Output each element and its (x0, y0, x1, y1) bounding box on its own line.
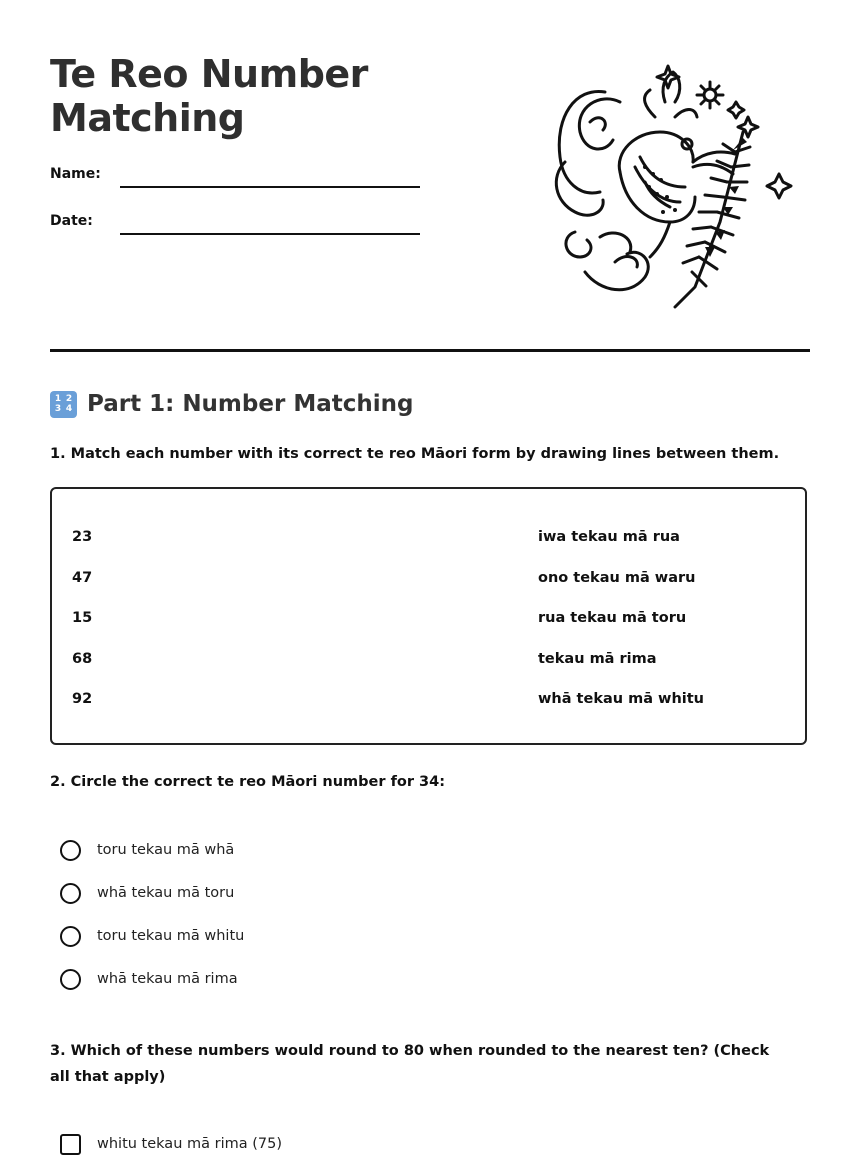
match-word[interactable]: iwa tekau mā rua (538, 529, 680, 545)
q2-option-label: whā tekau mā toru (97, 885, 235, 901)
page-title: Te Reo Number Matching (50, 52, 368, 140)
q3-option[interactable] (60, 1131, 282, 1157)
match-word[interactable]: rua tekau mā toru (538, 610, 687, 626)
bird-and-fern-icon (545, 62, 795, 317)
match-number[interactable]: 23 (72, 529, 93, 545)
name-label: Name: (50, 166, 101, 182)
checkbox[interactable] (60, 1134, 81, 1155)
date-label: Date: (50, 213, 93, 229)
date-field[interactable] (120, 233, 420, 235)
q2-option[interactable] (60, 880, 234, 906)
q2-option[interactable] (60, 923, 244, 949)
match-number[interactable]: 68 (72, 651, 93, 667)
q2-option[interactable] (60, 837, 234, 863)
match-word[interactable]: tekau mā rima (538, 651, 657, 667)
q2-option-label: toru tekau mā whitu (97, 928, 245, 944)
radio-button[interactable] (60, 969, 81, 990)
q2-option-label: toru tekau mā whā (97, 842, 235, 858)
radio-button[interactable] (60, 883, 81, 904)
question-3-text: 3. Which of these numbers would round to 80 when rounded to the nearest ten? (Check all that apply) (50, 1043, 770, 1085)
q2-option-label: whā tekau mā rima (97, 971, 238, 987)
q2-option[interactable] (60, 966, 238, 992)
radio-button[interactable] (60, 840, 81, 861)
match-number[interactable]: 47 (72, 570, 93, 586)
question-1-text: 1. Match each number with its correct te reo Māori form by drawing lines between them. (50, 446, 780, 462)
name-field[interactable] (120, 186, 420, 188)
match-number[interactable]: 92 (72, 691, 93, 707)
part1-heading (50, 388, 413, 420)
question-2-text: 2. Circle the correct te reo Māori number for 34: (50, 774, 446, 790)
q3-option-label: whitu tekau mā rima (75) (97, 1136, 282, 1152)
input-numbers-icon: 1 2 3 4 (50, 391, 77, 418)
match-number[interactable]: 15 (72, 610, 93, 626)
part1-title: Part 1: Number Matching (87, 391, 414, 417)
match-word[interactable]: ono tekau mā waru (538, 570, 696, 586)
match-word[interactable]: whā tekau mā whitu (538, 691, 704, 707)
radio-button[interactable] (60, 926, 81, 947)
matching-box (50, 487, 807, 745)
section-divider (50, 349, 810, 352)
